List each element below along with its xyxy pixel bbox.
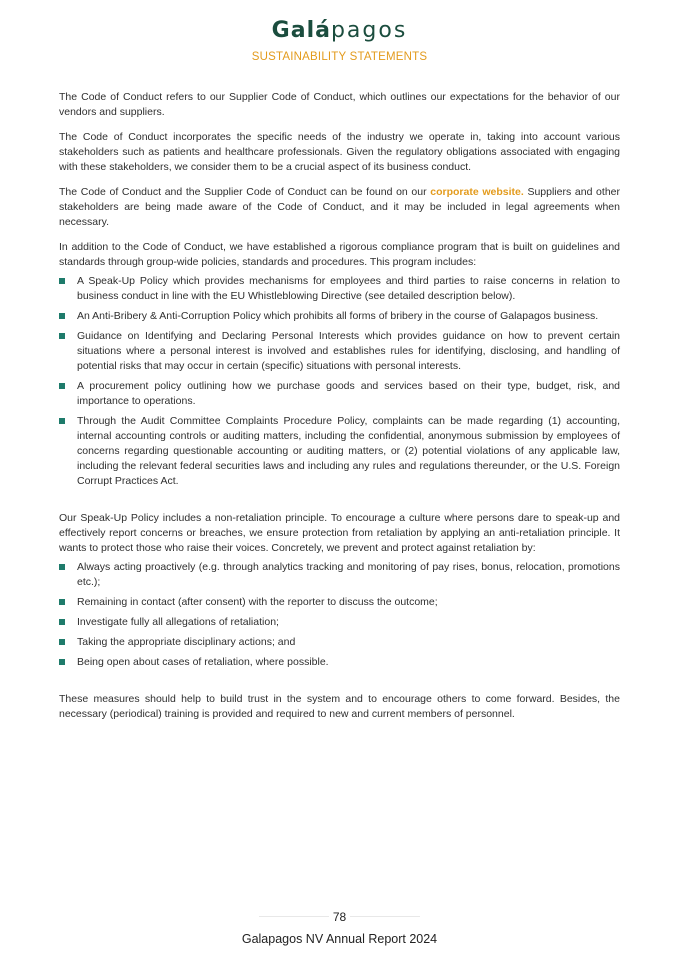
paragraph-non-retaliation: Our Speak-Up Policy includes a non-retaliation principle. To encourage a culture where persons dare to speak-up and effectively report concerns or breaches, we ensure protection from retaliation by applying an anti-retaliation principle. It wants to protect those who raise their voices. Concretely, we prevent and protect against retaliation by: — [59, 512, 620, 554]
paragraph-supplier-code: The Code of Conduct refers to our Supplier Code of Conduct, which outlines our expectations for the behavior of our vendors and suppliers. — [59, 91, 620, 118]
square-bullet-icon — [59, 418, 65, 424]
square-bullet-icon — [59, 333, 65, 339]
list-item-text: Guidance on Identifying and Declaring Personal Interests which provides guidance on how to prevent certain situations where a personal interest is involved and establishes rules for identifying, disclosing, and handling of potential risks that may occur in certain (specific) situations with personal interests. — [77, 330, 620, 372]
list-item — [59, 309, 620, 324]
list-item-text: Through the Audit Committee Complaints Procedure Policy, complaints can be made regarding (1) accounting, internal accounting controls or auditing matters, including the confidential, anonymous submission by employees of concerns regarding questionable accounting or auditing matters, or (2) potential violations of any applicable law, including the relevant federal securities laws and including any rules and regulations thereunder, or the U.S. Foreign Corrupt Practices Act. — [77, 415, 620, 487]
square-bullet-icon — [59, 278, 65, 284]
square-bullet-icon — [59, 564, 65, 570]
logo-bold-part: Galá — [271, 18, 331, 43]
list-item-text: Being open about cases of retaliation, where possible. — [77, 656, 329, 668]
list-item-text: A Speak-Up Policy which provides mechanisms for employees and third parties to raise concerns in relation to business conduct in line with the EU Whistleblowing Directive (see detailed description below). — [77, 275, 620, 302]
square-bullet-icon — [59, 313, 65, 319]
list-item — [59, 615, 620, 630]
section-subtitle: SUSTAINABILITY STATEMENTS — [251, 51, 428, 63]
list-item — [59, 635, 620, 650]
p3-text-after: Suppliers and other stakeholders are being made aware of the Code of Conduct, and it may be included in legal agreements when necessary. — [59, 186, 620, 228]
report-title: Galapagos NV Annual Report 2024 — [241, 932, 438, 946]
list-item-text: Investigate fully all allegations of retaliation; — [77, 616, 279, 628]
main-content — [59, 90, 620, 732]
list-item — [59, 329, 620, 374]
logo-light-part: pagos — [330, 18, 408, 43]
corporate-website-link[interactable]: corporate website. — [430, 186, 524, 198]
paragraph-trust-training: These measures should help to build trust in the system and to encourage others to come forward. Besides, the necessary (periodical) training is provided and required to new and current members of personnel. — [59, 693, 620, 720]
galapagos-logo — [0, 18, 679, 44]
square-bullet-icon — [59, 383, 65, 389]
anti-retaliation-list — [59, 560, 620, 670]
list-item — [59, 560, 620, 590]
list-item — [59, 595, 620, 610]
page-number: 78 — [329, 910, 350, 924]
spacer — [59, 680, 620, 692]
list-item-text: A procurement policy outlining how we purchase goods and services based on their type, budget, risk, and importance to operations. — [77, 380, 620, 407]
square-bullet-icon — [59, 659, 65, 665]
square-bullet-icon — [59, 619, 65, 625]
square-bullet-icon — [59, 639, 65, 645]
list-item — [59, 379, 620, 409]
page-header — [0, 18, 679, 63]
compliance-program-list — [59, 274, 620, 489]
list-item — [59, 655, 620, 670]
list-item — [59, 274, 620, 304]
paragraph-industry-needs: The Code of Conduct incorporates the specific needs of the industry we operate in, taking into account various stakeholders such as patients and healthcare professionals. Given the regulatory obligations associated with engaging with these stakeholders, we consider them to be a crucial aspect of its business conduct. — [59, 131, 620, 173]
page-footer — [0, 908, 679, 946]
list-item-text: Always acting proactively (e.g. through analytics tracking and monitoring of pay rises, bonus, relocation, promotions etc.); — [77, 561, 620, 588]
list-item-text: An Anti-Bribery & Anti-Corruption Policy which prohibits all forms of bribery in the course of Galapagos business. — [77, 310, 599, 322]
paragraph-compliance-program: In addition to the Code of Conduct, we have established a rigorous compliance program that is built on guidelines and standards through group-wide policies, standards and procedures. This program includes: — [59, 241, 620, 268]
square-bullet-icon — [59, 599, 65, 605]
spacer — [59, 499, 620, 511]
list-item — [59, 414, 620, 489]
paragraph-corporate-website — [59, 185, 620, 230]
list-item-text: Remaining in contact (after consent) with the reporter to discuss the outcome; — [77, 596, 438, 608]
list-item-text: Taking the appropriate disciplinary actions; and — [77, 636, 296, 648]
p3-text-before: The Code of Conduct and the Supplier Code of Conduct can be found on our — [59, 186, 431, 198]
